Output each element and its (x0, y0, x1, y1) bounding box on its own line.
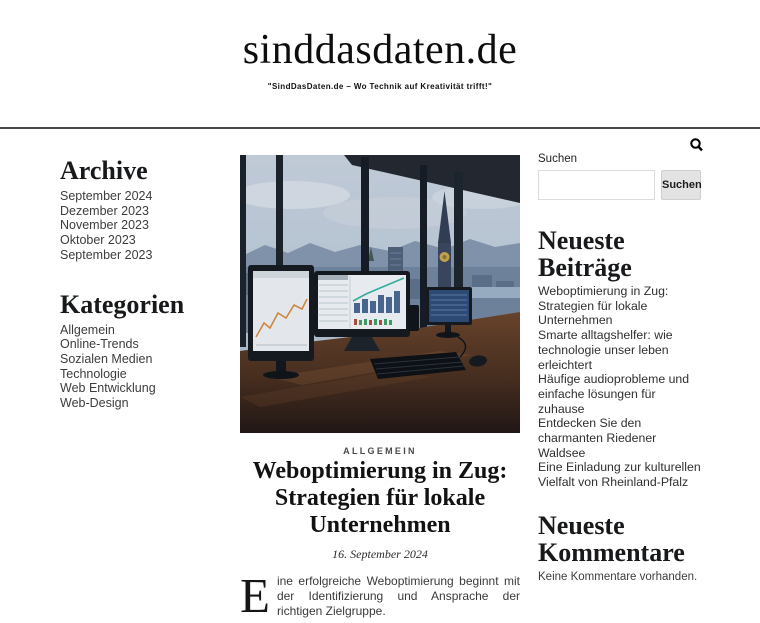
archive-item[interactable]: November 2023 (60, 218, 149, 233)
recent-comments-heading: Neueste Kommentare (538, 510, 685, 567)
site-title[interactable]: sinddasdaten.de (242, 27, 518, 73)
no-comments-text: Keine Kommentare vorhanden. (538, 570, 698, 583)
recent-post-link[interactable]: Entdecken Sie den charmanten Riedener Waldsee (538, 416, 657, 460)
archive-item[interactable]: September 2023 (60, 247, 153, 262)
category-item[interactable]: Web Entwicklung (60, 381, 156, 396)
recent-post-link[interactable]: Eine Einladung zur kulturellen Vielfalt von Rheinland-Pfalz (538, 460, 701, 490)
archive-list (60, 189, 212, 263)
post-category-label[interactable]: ALLGEMEIN (343, 446, 417, 456)
category-item[interactable]: Sozialen Medien (60, 351, 153, 366)
categories-list (60, 323, 212, 411)
left-sidebar (60, 153, 212, 411)
archive-item[interactable]: September 2024 (60, 189, 153, 203)
post-date: 16. September 2024 (332, 547, 428, 561)
recent-post-link[interactable]: Smarte alltagshelfer: wie technologie unser leben erleichtert (538, 328, 673, 372)
post-title: Weboptimierung in Zug: Strategien für lokale Unternehmen (252, 458, 508, 538)
archive-heading: Archive (60, 156, 148, 185)
post-body-text: ine erfolgreiche Weboptimierung beginnt mit der Identifizierung und Ansprache der richtigen Zielgruppe. (276, 574, 520, 618)
recent-posts-heading: Neueste Beiträge (538, 226, 632, 282)
search-icon[interactable] (689, 137, 705, 153)
main-content (240, 153, 520, 623)
search-form (538, 170, 701, 200)
site-tagline: "SindDasDaten.de – Wo Technik auf Kreativität trifft!" (267, 82, 493, 91)
post-body (240, 568, 520, 623)
search-label: Suchen (538, 153, 578, 165)
search-button[interactable]: Suchen (661, 170, 701, 200)
right-sidebar (538, 153, 701, 583)
category-item[interactable]: Allgemein (60, 322, 115, 337)
archive-item[interactable]: Oktober 2023 (60, 233, 136, 248)
recent-posts-list (538, 284, 701, 490)
site-header (0, 0, 760, 91)
category-item[interactable]: Technologie (60, 366, 127, 381)
categories-heading: Kategorien (60, 289, 185, 319)
category-item[interactable]: Web-Design (60, 396, 129, 411)
search-input[interactable] (538, 170, 655, 200)
dropcap: E (240, 568, 270, 623)
featured-image (240, 155, 520, 433)
header-divider (0, 127, 760, 129)
recent-post-link[interactable]: Weboptimierung in Zug: Strategien für lokale Unternehmen (538, 284, 669, 328)
recent-post-link[interactable]: Häufige audioprobleme und einfache lösungen für zuhause (538, 372, 690, 416)
archive-item[interactable]: Dezember 2023 (60, 203, 149, 218)
category-item[interactable]: Online-Trends (60, 337, 139, 352)
